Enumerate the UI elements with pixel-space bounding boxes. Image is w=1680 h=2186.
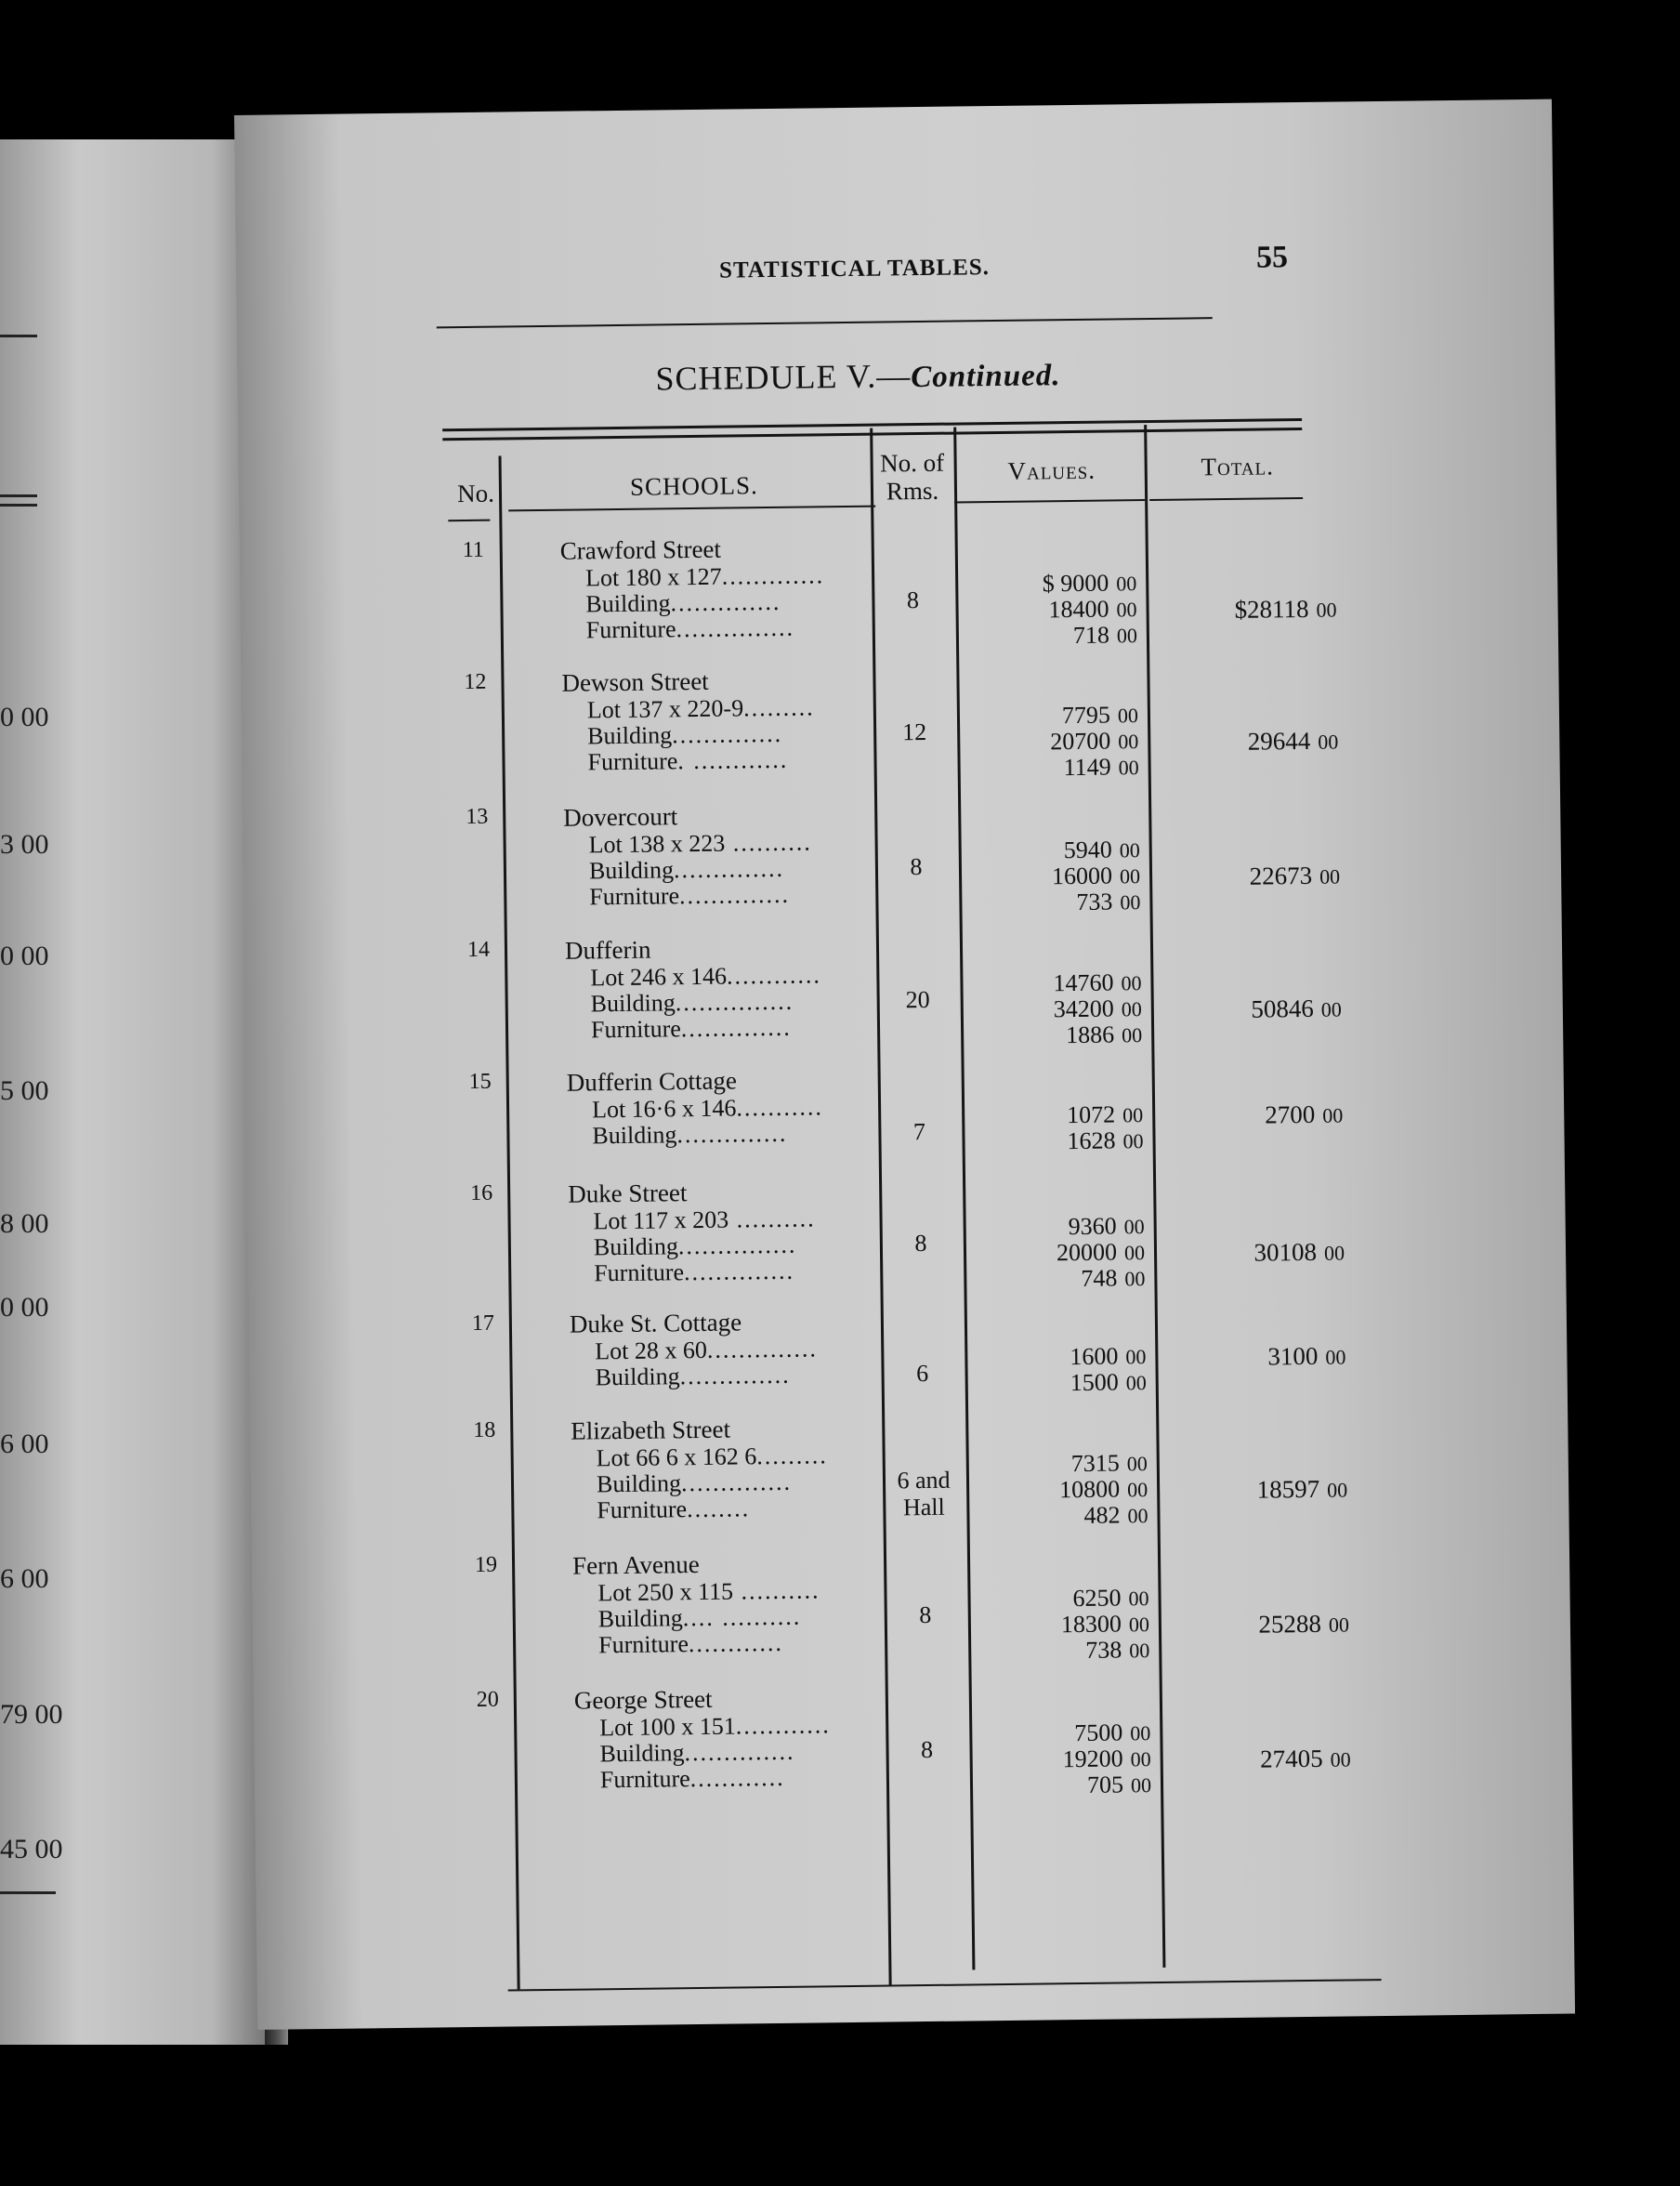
- left-page-fragment: 5 00: [0, 1075, 49, 1106]
- room-count-line1: 7: [912, 1117, 926, 1146]
- school-number: 15: [468, 1069, 492, 1094]
- dot-leader: ............: [726, 961, 822, 990]
- value-dollars: 1500: [1070, 1368, 1119, 1397]
- line-item-label: Lot 180 x 127: [584, 562, 722, 592]
- value-cents: 00: [1127, 1504, 1148, 1528]
- school-total: [1152, 727, 1338, 757]
- line-item-label: Furniture: [590, 1015, 681, 1044]
- dot-leader: .............: [721, 561, 825, 590]
- value-dollars: 10800: [1058, 1475, 1121, 1504]
- total-cents: 00: [1327, 1478, 1348, 1502]
- school-total: [1154, 862, 1340, 892]
- school-name: Duke St. Cottage: [569, 1308, 742, 1338]
- value-dollars: 748: [1081, 1264, 1118, 1292]
- school-line-item: [599, 1738, 794, 1768]
- total-cents: 00: [1320, 997, 1342, 1021]
- room-count-line1: 6: [915, 1359, 929, 1388]
- left-page-fragment: 3 00: [0, 829, 49, 860]
- school-number: 11: [462, 537, 485, 563]
- value-cents: 00: [1128, 1613, 1150, 1637]
- dot-leader: ...........: [736, 1093, 824, 1122]
- value-cents: 00: [1118, 756, 1139, 780]
- value-dollars: 20700: [1050, 727, 1111, 756]
- left-page-fragment: 6 00: [0, 1563, 49, 1594]
- line-item-value: [961, 621, 1137, 651]
- room-count-line2: Hall: [902, 1493, 945, 1521]
- total-cents: 00: [1330, 1747, 1351, 1771]
- school-line-item: [587, 720, 782, 750]
- value-cents: 00: [1116, 624, 1138, 648]
- col-header-rooms-line2: Rms.: [886, 476, 939, 506]
- room-count-line1: 12: [901, 718, 927, 746]
- line-item-label: Furniture: [585, 615, 676, 644]
- school-line-item: [595, 1335, 818, 1364]
- total-dollars: 50846: [1251, 994, 1315, 1023]
- total-cents: 00: [1322, 1103, 1344, 1127]
- line-item-value: [973, 1636, 1149, 1666]
- school-line-item: [597, 1442, 828, 1471]
- total-dollars: 25288: [1258, 1609, 1322, 1639]
- total-cents: 00: [1323, 1241, 1345, 1265]
- dot-leader: ..............: [706, 1335, 819, 1363]
- school-number: 12: [464, 669, 487, 695]
- line-item-label: Lot 66 6 x 162 6: [596, 1442, 757, 1472]
- school-row: [254, 1675, 1573, 1877]
- school-name: Dufferin Cottage: [566, 1066, 738, 1097]
- value-cents: 00: [1130, 1721, 1151, 1745]
- school-line-item: [591, 1014, 792, 1044]
- school-line-item: [597, 1495, 750, 1523]
- schedule-title-main: SCHEDULE V.—: [655, 357, 912, 398]
- line-item-label: Building: [590, 989, 676, 1018]
- room-count: [889, 1736, 964, 1764]
- line-item-label: Lot 137 x 220-9: [586, 694, 744, 724]
- school-line-item: [595, 1362, 790, 1391]
- school-number: 14: [466, 937, 491, 962]
- line-item-value: [970, 1368, 1147, 1398]
- line-item-value: [964, 888, 1140, 917]
- school-name: Crawford Street: [559, 534, 722, 565]
- left-page-fragment: 0 00: [0, 702, 49, 732]
- line-item-label: Furniture: [597, 1630, 689, 1659]
- room-count: [879, 853, 953, 881]
- total-dollars: 27405: [1260, 1744, 1323, 1773]
- line-item-label: Lot 100 x 151: [599, 1712, 736, 1742]
- line-item-label: Lot 16·6 x 146: [591, 1094, 737, 1124]
- room-count-line1: 8: [906, 586, 920, 614]
- value-dollars: 733: [1076, 888, 1113, 915]
- value-dollars: 34200: [1053, 994, 1114, 1023]
- school-line-item: [592, 1120, 787, 1150]
- value-cents: 00: [1121, 971, 1142, 995]
- left-page-fragment: 79 00: [0, 1699, 63, 1730]
- school-line-item: [589, 855, 784, 885]
- school-line-item: [598, 1603, 802, 1633]
- line-item-label: Building: [593, 1232, 679, 1261]
- room-count: [877, 718, 952, 746]
- line-item-value: [968, 1264, 1145, 1294]
- value-cents: 00: [1122, 1129, 1144, 1153]
- line-item-label: Building: [587, 721, 673, 750]
- dot-leader: ..............: [678, 880, 791, 910]
- value-cents: 00: [1129, 1639, 1150, 1663]
- room-count-line1: 20: [905, 985, 930, 1014]
- value-cents: 00: [1130, 1773, 1152, 1798]
- value-cents: 00: [1122, 1103, 1144, 1127]
- line-item-label: Lot 28 x 60: [595, 1336, 708, 1365]
- value-dollars: 1600: [1070, 1342, 1119, 1371]
- line-item-label: Furniture: [599, 1765, 690, 1794]
- total-dollars: $28118: [1234, 594, 1309, 624]
- school-name: George Street: [573, 1684, 713, 1715]
- left-page-rule: [0, 494, 37, 497]
- dot-leader: ..............: [672, 719, 783, 749]
- room-count: [886, 1467, 962, 1521]
- dot-leader: ...............: [676, 613, 795, 643]
- school-line-item: [594, 1231, 797, 1261]
- school-line-item: [591, 988, 794, 1018]
- school-number: 13: [466, 804, 489, 830]
- value-cents: 00: [1124, 1267, 1146, 1291]
- school-name: Dovercourt: [563, 802, 678, 832]
- left-page-fragment: 0 00: [0, 1292, 49, 1323]
- value-dollars: 718: [1072, 621, 1110, 650]
- school-total: [1150, 595, 1336, 626]
- running-head: STATISTICAL TABLES.: [718, 255, 991, 283]
- dot-leader: ........: [686, 1495, 751, 1523]
- school-line-item: [597, 1468, 792, 1498]
- line-item-value: [966, 1126, 1143, 1156]
- value-dollars: 7315: [1070, 1449, 1120, 1478]
- school-number: 18: [473, 1417, 496, 1442]
- school-name: Dewson Street: [561, 666, 709, 697]
- schedule-table-body: [439, 101, 1391, 2027]
- line-item-label: Building: [596, 1469, 682, 1498]
- value-cents: 00: [1125, 1371, 1147, 1395]
- room-count-line1: 8: [914, 1229, 927, 1258]
- school-total: [1157, 1100, 1343, 1131]
- line-item-label: Lot 138 x 223: [588, 829, 726, 859]
- dot-leader: ..............: [680, 1468, 793, 1497]
- room-count: [888, 1601, 963, 1629]
- dot-leader: ..........: [732, 1576, 820, 1605]
- value-dollars: 6250: [1072, 1584, 1122, 1613]
- line-item-label: Building: [592, 1121, 677, 1150]
- value-cents: 00: [1126, 1478, 1148, 1502]
- value-dollars: 7500: [1074, 1719, 1123, 1747]
- line-item-label: Building: [595, 1363, 680, 1391]
- total-dollars: 2700: [1265, 1100, 1316, 1129]
- dot-leader: ..............: [684, 1737, 795, 1767]
- dot-leader: ...............: [677, 1231, 797, 1260]
- line-item-label: Building: [597, 1604, 683, 1633]
- school-total: [1159, 1237, 1345, 1268]
- value-cents: 00: [1116, 598, 1137, 622]
- dot-leader: ..............: [670, 587, 781, 617]
- total-cents: 00: [1316, 598, 1337, 622]
- left-page-rule: [0, 335, 37, 337]
- col-header-values: Values.: [1007, 455, 1096, 485]
- value-dollars: 9360: [1068, 1212, 1117, 1241]
- total-dollars: 22673: [1249, 861, 1313, 890]
- value-cents: 00: [1122, 1023, 1143, 1047]
- value-dollars: 18400: [1048, 595, 1109, 624]
- school-name: Fern Avenue: [571, 1549, 700, 1580]
- school-line-item: [597, 1576, 820, 1606]
- school-line-item: [598, 1629, 783, 1658]
- school-total: [1162, 1474, 1347, 1505]
- line-item-value: [975, 1771, 1151, 1800]
- line-item-label: Furniture: [589, 882, 680, 911]
- school-name: Duke Street: [568, 1179, 688, 1208]
- value-cents: 00: [1116, 572, 1137, 596]
- school-number: 19: [474, 1552, 498, 1577]
- dot-leader: ..........: [728, 1205, 816, 1233]
- value-dollars: 1628: [1067, 1126, 1116, 1155]
- value-cents: 00: [1120, 890, 1141, 915]
- dot-leader: ..........: [725, 828, 812, 857]
- value-dollars: 738: [1085, 1636, 1122, 1664]
- value-dollars: 1149: [1063, 753, 1111, 782]
- room-count: [875, 586, 950, 614]
- left-page-fragment: 8 00: [0, 1208, 49, 1239]
- line-item-value: [965, 1021, 1142, 1050]
- value-dollars: 19200: [1062, 1745, 1123, 1773]
- school-line-item: [594, 1258, 794, 1287]
- line-item-value: [971, 1501, 1148, 1531]
- col-header-no: No.: [456, 479, 495, 508]
- total-dollars: 18597: [1256, 1474, 1320, 1504]
- value-dollars: 705: [1086, 1771, 1124, 1798]
- page-number: 55: [1255, 240, 1289, 275]
- value-cents: 00: [1118, 730, 1139, 754]
- dot-leader: ..............: [683, 1257, 795, 1286]
- line-item-label: Building: [588, 856, 675, 885]
- dot-leader: ..............: [676, 1119, 788, 1149]
- value-cents: 00: [1119, 864, 1141, 889]
- room-count-line1: 6 and: [897, 1466, 951, 1495]
- room-count: [884, 1230, 958, 1258]
- dot-leader: ...............: [675, 987, 794, 1017]
- value-cents: 00: [1125, 1345, 1147, 1369]
- total-cents: 00: [1318, 730, 1339, 754]
- school-number: 17: [471, 1310, 495, 1336]
- room-count-line1: 8: [910, 853, 923, 881]
- value-cents: 00: [1123, 1215, 1145, 1239]
- value-dollars: 5940: [1063, 836, 1112, 864]
- line-item-label: Building: [599, 1739, 685, 1768]
- value-dollars: 14760: [1053, 968, 1114, 997]
- line-item-label: Lot 250 x 115: [597, 1577, 734, 1607]
- room-count: [882, 1118, 956, 1146]
- value-dollars: $ 9000: [1042, 569, 1109, 598]
- dot-leader: ..............: [680, 1013, 792, 1043]
- value-dollars: 16000: [1051, 862, 1113, 890]
- total-cents: 00: [1328, 1613, 1350, 1637]
- line-item-label: Lot 117 x 203: [593, 1205, 729, 1235]
- school-total: [1156, 994, 1342, 1025]
- total-cents: 00: [1325, 1345, 1346, 1369]
- value-cents: 00: [1119, 838, 1140, 863]
- dot-leader: . ............: [677, 745, 789, 775]
- total-dollars: 30108: [1253, 1237, 1318, 1267]
- left-page: [0, 139, 265, 2045]
- value-dollars: 7795: [1061, 701, 1111, 730]
- school-total: [1165, 1744, 1351, 1774]
- school-line-item: [586, 614, 795, 644]
- line-item-label: Building: [585, 589, 671, 618]
- total-dollars: 3100: [1267, 1341, 1319, 1371]
- dot-leader: ............: [688, 1628, 784, 1658]
- dot-leader: .........: [756, 1442, 828, 1470]
- col-header-schools: SCHOOLS.: [629, 471, 758, 501]
- value-cents: 00: [1123, 1241, 1146, 1265]
- left-page-rule: [0, 504, 37, 507]
- col-header-rooms-line1: No. of: [879, 448, 945, 478]
- dot-leader: ............: [735, 1711, 831, 1740]
- school-total: [1163, 1609, 1349, 1640]
- dot-leader: ..............: [673, 854, 785, 884]
- school-line-item: [585, 561, 824, 591]
- dot-leader: ............: [689, 1763, 785, 1793]
- room-count-line1: 8: [920, 1735, 934, 1764]
- col-header-total: Total.: [1201, 452, 1275, 481]
- school-line-item: [587, 693, 815, 723]
- value-dollars: 20000: [1056, 1238, 1118, 1267]
- school-name: Elizabeth Street: [571, 1415, 731, 1445]
- value-dollars: 482: [1083, 1501, 1121, 1529]
- value-cents: 00: [1117, 704, 1139, 728]
- school-line-item: [599, 1711, 831, 1741]
- school-line-item: [592, 1093, 823, 1123]
- value-cents: 00: [1128, 1587, 1149, 1611]
- school-line-item: [589, 881, 790, 911]
- line-item-label: Lot 246 x 146: [590, 962, 728, 992]
- schedule-title-continued: Continued.: [910, 359, 1061, 395]
- value-cents: 00: [1126, 1452, 1148, 1476]
- school-line-item: [588, 828, 811, 858]
- school-line-item: [587, 746, 788, 776]
- line-item-label: Furniture: [594, 1258, 685, 1287]
- line-item-value: [962, 753, 1138, 783]
- school-number: 16: [470, 1180, 493, 1205]
- school-line-item: [590, 961, 821, 991]
- value-cents: 00: [1130, 1747, 1151, 1771]
- line-item-label: Furniture: [597, 1495, 688, 1524]
- value-cents: 00: [1121, 997, 1142, 1021]
- dot-leader: .........: [742, 693, 815, 722]
- right-page: [234, 99, 1575, 2030]
- value-dollars: 1072: [1067, 1100, 1116, 1129]
- dot-leader: .... ..........: [682, 1602, 802, 1632]
- school-line-item: [593, 1205, 815, 1234]
- left-page-fragment: 45 00: [0, 1834, 63, 1864]
- school-line-item: [600, 1764, 785, 1793]
- total-dollars: 29644: [1247, 726, 1311, 756]
- value-dollars: 1886: [1065, 1021, 1115, 1049]
- left-page-fragment: 0 00: [0, 941, 49, 971]
- school-number: 20: [476, 1687, 500, 1712]
- line-item-label: Furniture: [587, 747, 678, 776]
- room-count: [881, 986, 955, 1014]
- value-dollars: 18300: [1060, 1610, 1122, 1639]
- school-line-item: [585, 588, 781, 618]
- left-page-fragment: 6 00: [0, 1429, 49, 1459]
- room-count: [885, 1360, 959, 1388]
- room-count-line1: 8: [919, 1600, 932, 1629]
- left-page-rule: [0, 1891, 56, 1894]
- school-name: Dufferin: [564, 935, 651, 965]
- dot-leader: ..............: [679, 1361, 791, 1390]
- total-cents: 00: [1319, 864, 1341, 889]
- school-total: [1160, 1341, 1345, 1372]
